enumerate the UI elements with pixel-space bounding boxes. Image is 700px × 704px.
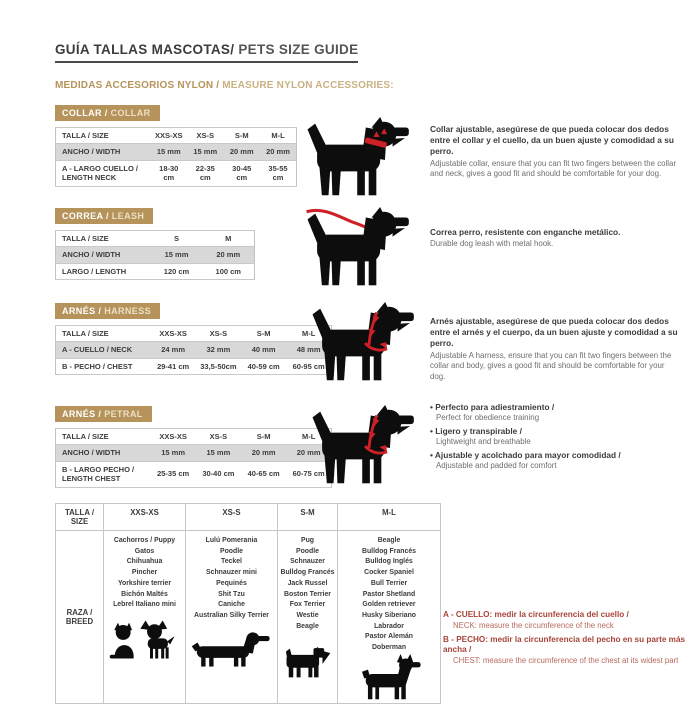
size-value-cell: 20 mm: [241, 445, 286, 461]
measurement-notes: [443, 610, 691, 670]
section-badge-collar: [55, 105, 160, 121]
size-value-cell: 40-59 cm: [241, 358, 286, 374]
table-row: [56, 247, 255, 263]
table-header-row: [56, 429, 332, 445]
dog-silhouette-icon: [308, 301, 426, 387]
table-corner-header: TALLA / SIZE: [56, 429, 151, 445]
breed-name: Labrador: [374, 622, 404, 630]
table-corner-header: TALLA / SIZE: [56, 231, 151, 247]
breed-name: Jack Russel: [287, 579, 328, 587]
table-row: [56, 263, 255, 279]
feature-bullet: [430, 402, 686, 423]
schnauzer-illustration: [280, 632, 335, 678]
size-column-header: XXS-XS: [151, 429, 196, 445]
leash-size-table: [55, 230, 255, 280]
harness-description: [430, 316, 682, 383]
size-column-header: XXS-XS: [151, 326, 196, 342]
harness-description-es: Arnés ajustable, asegúrese de que pueda colocar dos dedos entre el arnés y el cuerpo, da un buen ajuste y comodidad a su perro.: [430, 316, 678, 349]
breed-name: Lulú Pomerania: [205, 537, 258, 544]
size-column-header: XS-S: [187, 128, 224, 144]
breed-size-table: [55, 503, 441, 704]
breed-cell-xs-s: [186, 531, 278, 704]
breed-name: Fox Terrier: [289, 601, 326, 609]
size-table: [55, 230, 255, 280]
breed-name: Pastor Shetland: [362, 590, 416, 598]
breed-name: Boston Terrier: [284, 590, 331, 598]
table-corner-header: TALLA / SIZE: [56, 128, 151, 144]
collar-size-table: [55, 127, 297, 187]
breed-name: Cachorros / Puppy: [113, 537, 176, 544]
dog-silhouette-icon: [308, 404, 426, 490]
feature-bullet: [430, 426, 686, 447]
note-neck: [443, 610, 691, 631]
size-column-header: S-M: [241, 429, 286, 445]
feature-bullet-en: Adjustable and padded for comfort: [436, 460, 557, 470]
size-value-cell: 40-65 cm: [241, 461, 286, 487]
note-chest: [443, 635, 691, 666]
collar-description-es: Collar ajustable, asegúrese de que pueda colocar dos dedos entre el collar y el cuello, da un buen ajuste y comodidad a su perro.: [430, 124, 674, 157]
feature-bullet-es: • Ligero y transpirable /: [430, 426, 522, 437]
breed-name: Beagle: [377, 537, 401, 544]
size-value-cell: 15 mm: [151, 144, 188, 160]
page-title: [55, 42, 358, 63]
size-value-cell: 15 mm: [151, 445, 196, 461]
badge-label-es: COLLAR /: [62, 108, 108, 118]
size-value-cell: 20 mm: [203, 247, 255, 263]
size-column-header: M-L: [286, 429, 331, 445]
table-header-row: [56, 231, 255, 247]
table-row: [56, 160, 297, 186]
size-value-cell: 29-41 cm: [151, 358, 196, 374]
breed-name: Teckel: [221, 558, 242, 566]
table-row: [56, 144, 297, 160]
badge-label-es: ARNÉS /: [62, 409, 102, 419]
breed-name: Yorkshire terrier: [117, 579, 172, 587]
size-value-cell: 30-45 cm: [224, 160, 261, 186]
breed-name: Pastor Alemán: [365, 633, 413, 641]
breed-table-corner-header: TALLA / SIZE: [56, 504, 104, 531]
doberman-icon: [344, 654, 434, 700]
leash-description-es: Correa perro, resistente con enganche metálico.: [430, 227, 621, 237]
page-subtitle-en: MEASURE NYLON ACCESSORIES:: [219, 80, 394, 91]
dog-silhouette-icon: [303, 206, 421, 292]
feature-bullet-es: • Perfecto para adiestramiento /: [430, 402, 555, 412]
breed-name: Bichón Maltés: [121, 590, 168, 598]
breed-name: Pequinés: [216, 579, 247, 587]
size-value-cell: 15 mm: [151, 247, 203, 263]
breed-name: Bulldog Francés: [362, 547, 416, 555]
row-label: B - LARGO PECHO / LENGTH CHEST: [56, 461, 151, 487]
page-title-en: PETS SIZE GUIDE: [234, 42, 359, 57]
breed-name: Caniche: [218, 601, 245, 609]
breed-name: Schnauzer mini: [206, 569, 257, 577]
page-title-es: GUÍA TALLAS MASCOTAS/: [55, 42, 235, 57]
feature-bullet: [430, 450, 686, 471]
size-value-cell: 15 mm: [196, 445, 241, 461]
doberman-illustration: [340, 654, 438, 700]
breed-name: Gatos: [134, 547, 155, 555]
size-value-cell: 35-55 cm: [260, 160, 297, 186]
size-value-cell: 15 mm: [187, 144, 224, 160]
breed-name: Pug: [300, 537, 314, 544]
dog-with-red-harness-illustration: [308, 301, 426, 387]
badge-label-es: ARNÉS /: [62, 306, 102, 316]
breed-size-column-header: M-L: [338, 504, 441, 531]
page-subtitle: [55, 80, 394, 91]
size-value-cell: 18-30 cm: [151, 160, 188, 186]
breed-name: Cocker Spaniel: [364, 569, 414, 577]
table-corner-header: TALLA / SIZE: [56, 326, 151, 342]
breed-list: [340, 536, 438, 654]
size-value-cell: 120 cm: [151, 263, 203, 279]
size-value-cell: 100 cm: [203, 263, 255, 279]
badge-label-es: CORREA /: [62, 211, 109, 221]
size-value-cell: 60-95 cm: [286, 358, 331, 374]
breed-name: Golden retriever: [362, 601, 416, 609]
petral-size-table: [55, 428, 332, 488]
section-badge-leash: [55, 208, 153, 224]
collar-description: [430, 124, 682, 180]
breed-name: Husky Siberiano: [362, 611, 416, 619]
size-value-cell: 60-75 cm: [286, 461, 331, 487]
size-column-header: S-M: [241, 326, 286, 342]
breed-name: Bull Terrier: [370, 579, 408, 587]
dog-with-red-collar-illustration: [303, 116, 421, 202]
table-row: [56, 445, 332, 461]
breed-name: Bulldog Inglés: [365, 558, 413, 566]
badge-label-en: COLLAR: [107, 108, 151, 118]
breed-table-header-row: [56, 504, 441, 531]
size-column-header: XXS-XS: [151, 128, 188, 144]
breed-name: Chihuahua: [126, 558, 163, 566]
table-row: [56, 358, 332, 374]
size-value-cell: 32 mm: [196, 342, 241, 358]
breed-name: Poodle: [220, 547, 243, 555]
breed-name: Pincher: [131, 569, 158, 577]
note-neck-en: NECK: measure the circumference of the neck: [453, 620, 614, 630]
row-label: ANCHO / WIDTH: [56, 144, 151, 160]
size-value-cell: 20 mm: [224, 144, 261, 160]
size-column-header: S: [151, 231, 203, 247]
breed-size-column-header: S-M: [278, 504, 338, 531]
row-label: LARGO / LENGTH: [56, 263, 151, 279]
size-value-cell: 20 mm: [260, 144, 297, 160]
feature-bullet-en: Lightweight and breathable: [436, 436, 531, 446]
breed-cell-s-m: [278, 531, 338, 704]
row-label: A - LARGO CUELLO / LENGTH NECK: [56, 160, 151, 186]
row-label: A - CUELLO / NECK: [56, 342, 151, 358]
row-label: ANCHO / WIDTH: [56, 445, 151, 461]
dog-silhouette-icon: [303, 116, 421, 202]
breed-table-body-row: [56, 531, 441, 704]
note-chest-es: B - PECHO: medir la circunferencia del pecho en su parte más ancha /: [443, 634, 686, 655]
breed-table: [55, 503, 441, 704]
size-value-cell: 40 mm: [241, 342, 286, 358]
size-table: [55, 325, 332, 375]
table-row: [56, 342, 332, 358]
table-header-row: [56, 128, 297, 144]
breed-list: [188, 536, 275, 622]
petral-feature-list: [430, 402, 686, 474]
breed-name: Bulldog Francés: [280, 569, 335, 577]
size-column-header: XS-S: [196, 429, 241, 445]
breed-cell-m-l: [338, 531, 441, 704]
dog-with-red-petral-illustration: [308, 404, 426, 490]
size-value-cell: 25-35 cm: [151, 461, 196, 487]
badge-label-en: LEASH: [108, 211, 145, 221]
cat-and-chihuahua-illustration: [106, 614, 183, 660]
harness-size-table: [55, 325, 332, 375]
collar-description-en: Adjustable collar, ensure that you can fit two fingers between the collar and neck, gives a good fit and should be comfortable for your dog.: [430, 158, 677, 179]
size-value-cell: 48 mm: [286, 342, 331, 358]
note-neck-es: A - CUELLO: medir la circunferencia del cuello /: [443, 610, 629, 619]
feature-bullet-en: Perfect for obedience training: [436, 412, 540, 422]
size-column-header: M: [203, 231, 255, 247]
size-value-cell: 30-40 cm: [196, 461, 241, 487]
row-label: ANCHO / WIDTH: [56, 247, 151, 263]
size-column-header: XS-S: [196, 326, 241, 342]
size-value-cell: 22-35 cm: [187, 160, 224, 186]
size-value-cell: 33,5-50cm: [196, 358, 241, 374]
dachshund-icon: [191, 628, 271, 668]
table-row: [56, 461, 332, 487]
size-table: [55, 428, 332, 488]
row-label: B - PECHO / CHEST: [56, 358, 151, 374]
cat-and-chihuahua-icon: [109, 619, 180, 660]
section-badge-harness: [55, 303, 160, 319]
breed-name: Beagle: [296, 622, 319, 630]
breed-name: Westie: [296, 611, 319, 619]
leash-description: [430, 227, 682, 250]
breed-list: [280, 536, 335, 632]
feature-bullet-es: • Ajustable y acolchado para mayor comodidad /: [430, 450, 621, 461]
breed-name: Doberman: [371, 644, 407, 652]
size-value-cell: 20 mm: [286, 445, 331, 461]
note-chest-en: CHEST: measure the circumference of the chest at its widest part: [453, 656, 679, 666]
size-table: [55, 127, 297, 187]
breed-name: Shit Tzu: [218, 590, 245, 598]
size-column-header: S-M: [224, 128, 261, 144]
breed-name: Schnauzer: [290, 558, 325, 566]
size-column-header: M-L: [286, 326, 331, 342]
section-badge-petral: [55, 406, 152, 422]
breed-name: Poodle: [296, 547, 319, 555]
schnauzer-icon: [282, 647, 333, 678]
breed-name: Australian Silky Terrier: [194, 611, 269, 619]
harness-description-en: Adjustable A harness, ensure that you can fit two fingers between the collar and body, gives a good fit and should be comfortable for your dog.: [430, 350, 672, 381]
table-header-row: [56, 326, 332, 342]
dachshund-illustration: [188, 622, 275, 668]
leash-description-en: Durable dog leash with metal hook.: [430, 239, 554, 249]
size-value-cell: 24 mm: [151, 342, 196, 358]
breed-row-label: RAZA / BREED: [56, 531, 104, 704]
size-column-header: M-L: [260, 128, 297, 144]
breed-size-column-header: XS-S: [186, 504, 278, 531]
page-subtitle-es: MEDIDAS ACCESORIOS NYLON /: [55, 80, 220, 91]
breed-list: [106, 536, 183, 611]
breed-cell-xxs-xs: [104, 531, 186, 704]
breed-size-column-header: XXS-XS: [104, 504, 186, 531]
badge-label-en: PETRAL: [101, 409, 143, 419]
breed-name: Lebrel Italiano mini: [113, 601, 176, 609]
badge-label-en: HARNESS: [101, 306, 152, 316]
dog-with-red-leash-illustration: [303, 206, 421, 292]
